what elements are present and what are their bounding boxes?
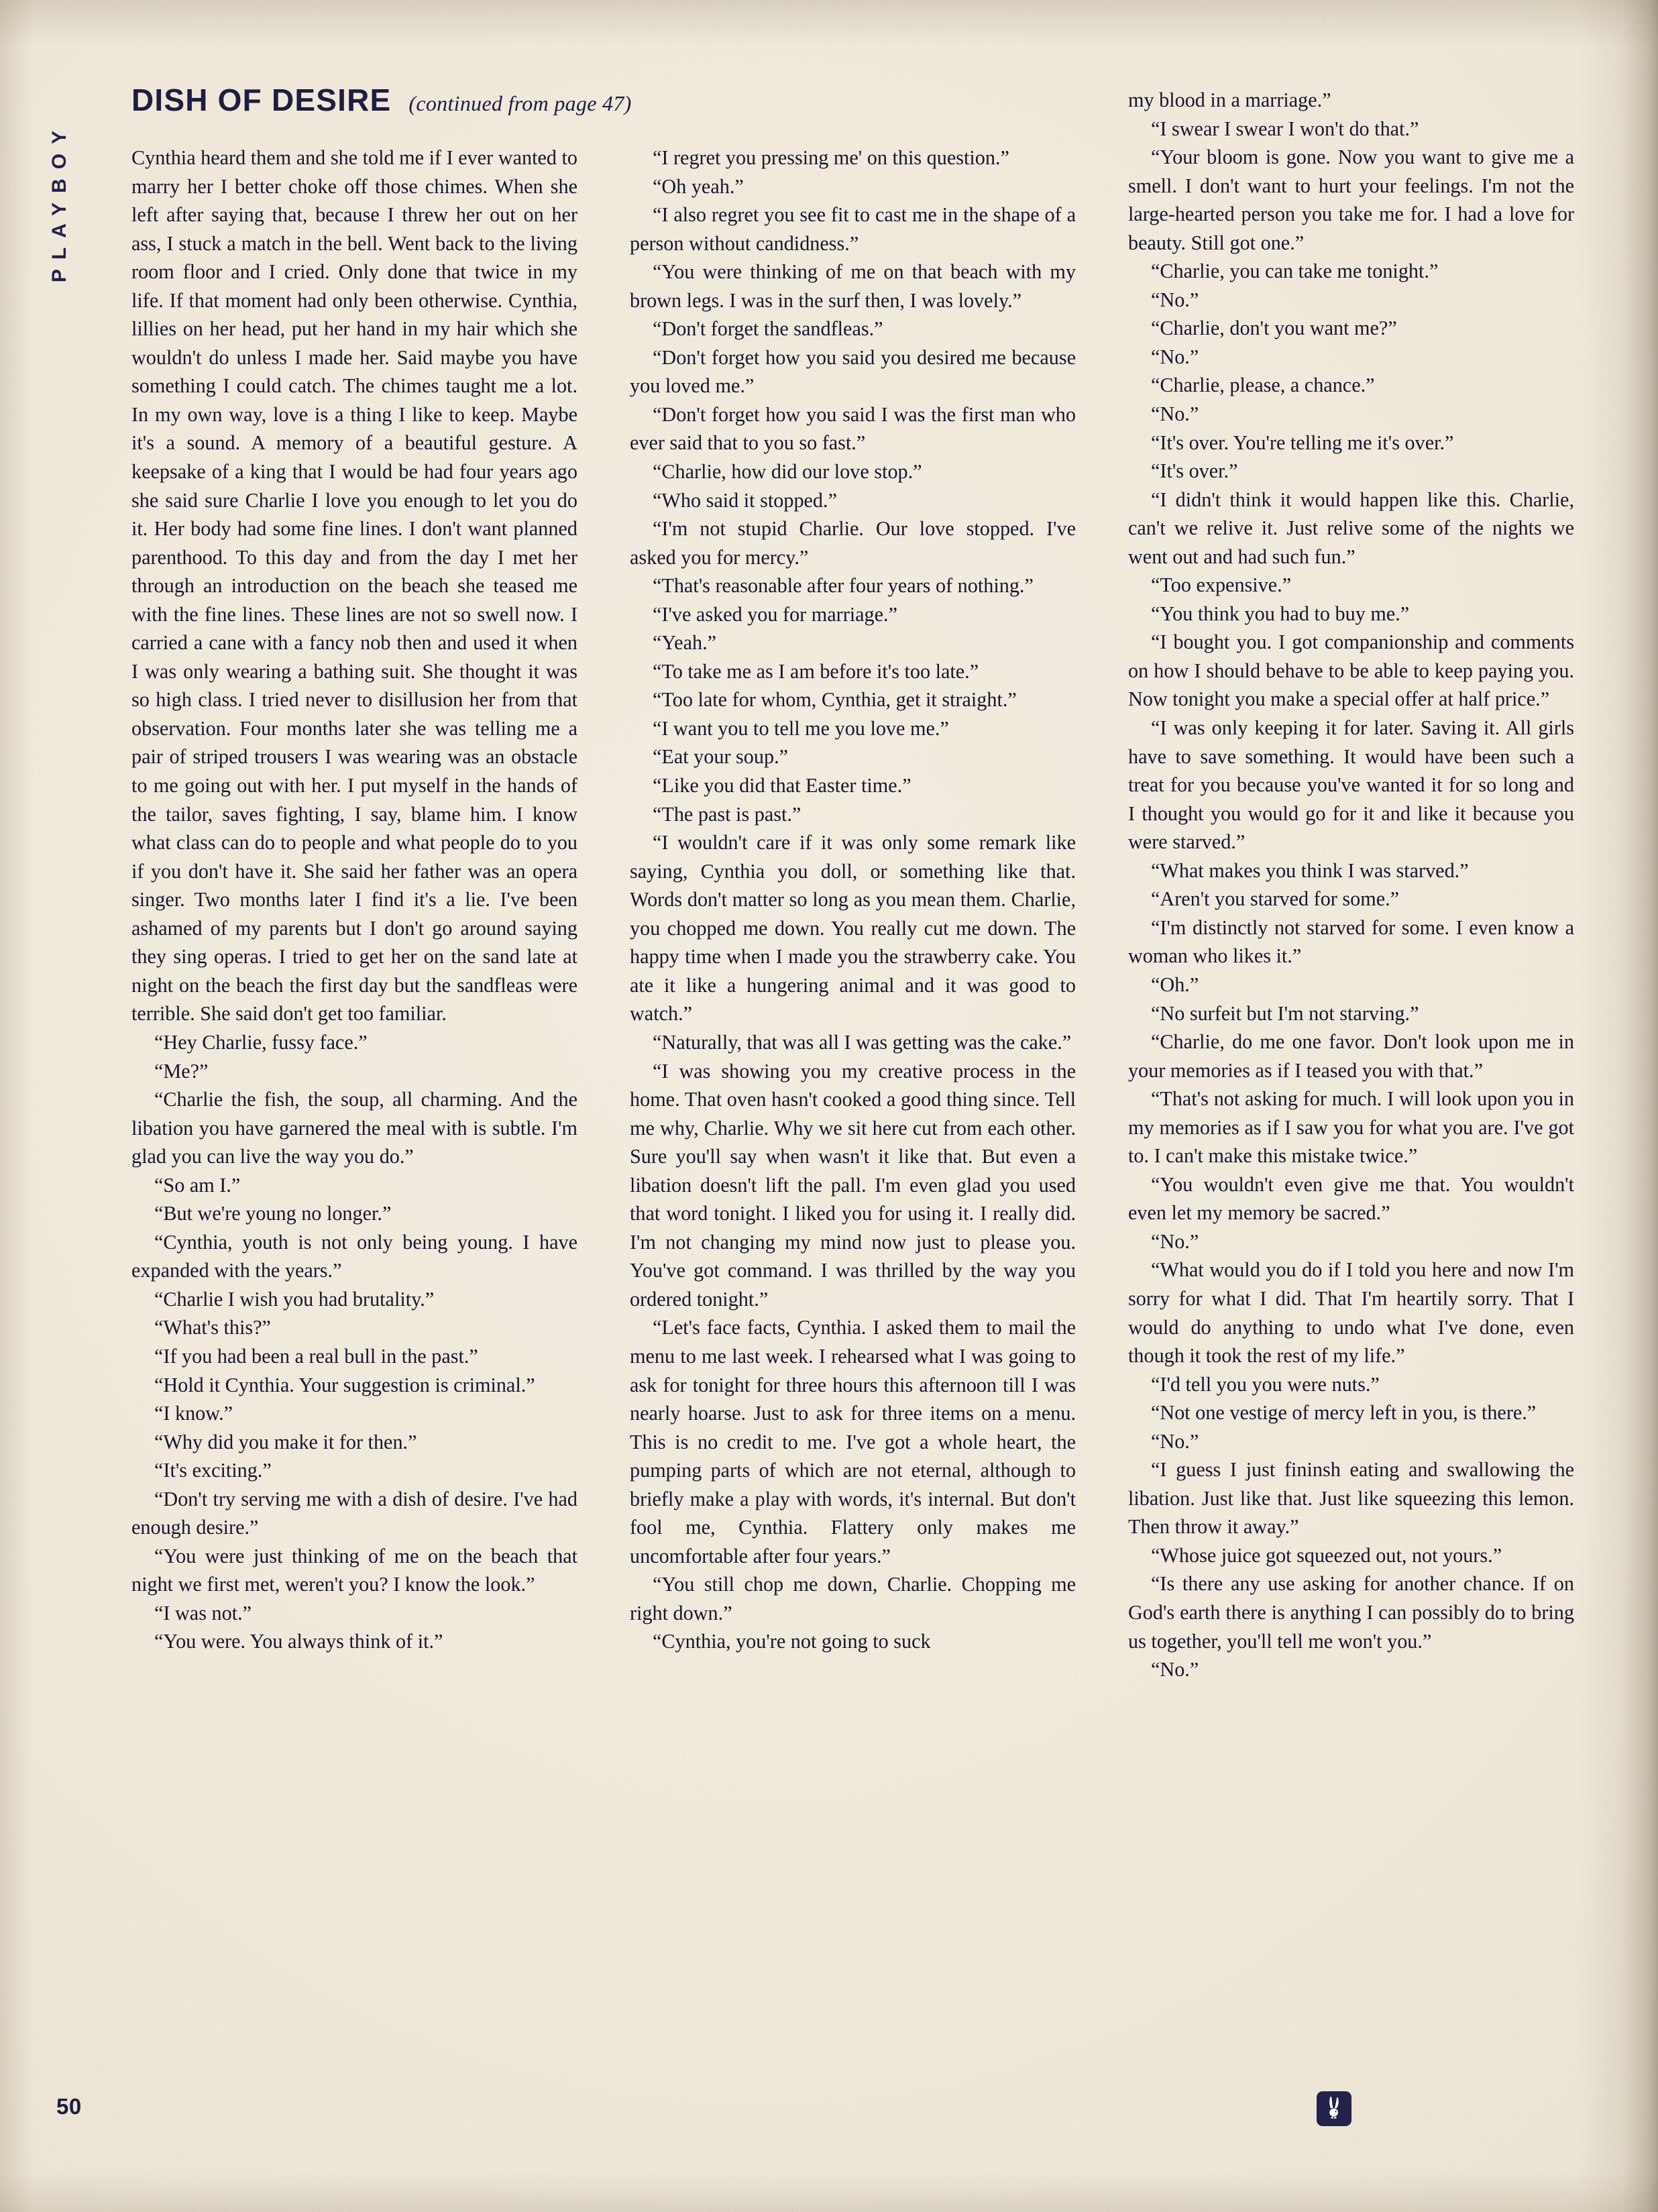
- paragraph: “You were just thinking of me on the beach that night we first met, weren't you? I know the look.”: [131, 1544, 577, 1596]
- paragraph: “Too late for whom, Cynthia, get it straight.”: [653, 688, 1017, 712]
- paragraph: “What's this?”: [154, 1316, 271, 1339]
- paragraph: “I guess I just fininsh eating and swallowing the libation. Just like that. Just like squeezing this lemon. Then throw it away.”: [1128, 1458, 1574, 1539]
- paragraph: “To take me as I am before it's too late.”: [653, 659, 979, 683]
- paragraph: “You were thinking of me on that beach with my brown legs. I was in the surf then, I was lovely.”: [630, 260, 1076, 312]
- paragraph: “Why did you make it for then.”: [154, 1430, 417, 1453]
- paragraph: “I swear I swear I won't do that.”: [1151, 117, 1419, 140]
- paragraph: “Naturally, that was all I was getting was the cake.”: [653, 1030, 1072, 1054]
- paragraph: “Don't try serving me with a dish of desire. I've had enough desire.”: [131, 1487, 577, 1539]
- paragraph: “Don't forget how you said I was the first man who ever said that to you so fast.”: [630, 402, 1076, 455]
- paragraph: “No.”: [1151, 345, 1199, 368]
- paragraph: “I didn't think it would happen like this. Charlie, can't we relive it. Just relive some of the nights we went out and had such fun.”: [1128, 488, 1574, 568]
- paragraph: “Is there any use asking for another chance. If on God's earth there is anything I can possibly do to bring us together, you'll tell me won't you.”: [1128, 1572, 1574, 1653]
- paragraph: “Charlie, please, a chance.”: [1151, 374, 1375, 397]
- paragraph: “You wouldn't even give me that. You wouldn't even let my memory be sacred.”: [1128, 1172, 1574, 1225]
- paragraph: “Oh.”: [1151, 973, 1199, 996]
- paragraph: “Your bloom is gone. Now you want to give me a smell. I don't want to hurt your feelings. I'm not the large-hearted person you take me for. I had a love for beauty. Still got one.”: [1128, 146, 1574, 254]
- paragraph: “I know.”: [154, 1402, 233, 1425]
- paragraph: “Yeah.”: [653, 631, 717, 655]
- paragraph: “I'd tell you you were nuts.”: [1151, 1372, 1380, 1396]
- paragraph: “Don't forget how you said you desired me because you loved me.”: [630, 345, 1076, 398]
- paragraph: “If you had been a real bull in the past.”: [154, 1344, 478, 1368]
- paragraph: “I've asked you for marriage.”: [653, 602, 897, 626]
- paragraph: “Aren't you starved for some.”: [1151, 887, 1400, 911]
- masthead-label: PLAYBOY: [48, 121, 71, 283]
- paragraph: “Charlie, you can take me tonight.”: [1151, 260, 1439, 283]
- paragraph: “No.”: [1151, 1658, 1199, 1681]
- paragraph: “Whose juice got squeezed out, not yours.”: [1151, 1543, 1502, 1567]
- scan-edge-shadow-bottom: [0, 2172, 1658, 2212]
- paragraph: “What makes you think I was starved.”: [1151, 859, 1469, 882]
- paragraph: “That's reasonable after four years of nothing.”: [653, 574, 1034, 598]
- paragraph: “I'm not stupid Charlie. Our love stopped. I've asked you for mercy.”: [630, 517, 1076, 569]
- paragraph: “Cynthia, you're not going to suck: [653, 1630, 931, 1653]
- paragraph: “You were. You always think of it.”: [154, 1630, 443, 1653]
- text-column-1: [131, 144, 577, 2156]
- paragraph: “I'm distinctly not starved for some. I even know a woman who likes it.”: [1128, 916, 1574, 968]
- paragraph: “Charlie, do me one favor. Don't look upon me in your memories as if I teased you with that.”: [1128, 1030, 1574, 1082]
- paragraph: “I regret you pressing me' on this question.”: [653, 146, 1009, 169]
- vertical-masthead: [42, 79, 78, 334]
- paragraph: “Charlie, how did our love stop.”: [653, 460, 922, 484]
- text-column-2: [630, 144, 1076, 2156]
- paragraph: “Charlie I wish you had brutality.”: [154, 1287, 435, 1311]
- paragraph: “Like you did that Easter time.”: [653, 774, 911, 797]
- playboy-rabbit-head-icon: [1317, 2091, 1351, 2126]
- paragraph: “I bought you. I got companionship and comments on how I should behave to be able to keep paying you. Now tonight you make a special offer at half price.”: [1128, 630, 1574, 711]
- text-column-3: [1128, 86, 1574, 2156]
- paragraph: “Not one vestige of mercy left in you, is there.”: [1151, 1401, 1537, 1425]
- paragraph: “It's exciting.”: [154, 1459, 272, 1482]
- paragraph: “Too expensive.”: [1151, 573, 1292, 597]
- page-title: DISH OF DESIRE: [131, 82, 392, 117]
- paragraph: “I was showing you my creative process in the home. That oven hasn't cooked a good thing since. Tell me why, Charlie. Why we sit here cut from each other. Sure you'll say when wasn't it like that. But even a libation doesn't lift the pall. I'm even glad you used that word tonight. I liked you for using it. I really did. I'm not changing my mind now just to please you. You've got command. I was thrilled by the way you ordered tonight.”: [630, 1059, 1076, 1311]
- paragraph: “The past is past.”: [653, 802, 802, 826]
- page-number: 50: [56, 2094, 82, 2119]
- paragraph: “What would you do if I told you here and now I'm sorry for what I did. That I'm heartily sorry. That I would do anything to undo what I've done, even though it took the rest of my life.”: [1128, 1258, 1574, 1368]
- paragraph: “It's over. You're telling me it's over.”: [1151, 431, 1454, 454]
- paragraph: “You still chop me down, Charlie. Chopping me right down.”: [630, 1573, 1076, 1624]
- scan-gutter-shadow: [1578, 0, 1658, 2212]
- paragraph: “No.”: [1151, 1429, 1199, 1453]
- paragraph: “Me?”: [154, 1059, 209, 1083]
- paragraph: “Hold it Cynthia. Your suggestion is criminal.”: [154, 1373, 535, 1396]
- paragraph: “So am I.”: [154, 1173, 241, 1197]
- paragraph: “Don't forget the sandfleas.”: [653, 317, 883, 341]
- paragraph: “Let's face facts, Cynthia. I asked them to mail the menu to me last week. I rehearsed what I was going to ask for tonight for three hours this afternoon till I was nearly hoarse. Just to ask for three items on a menu. This is no credit to me. I've got a whole heart, the pumping parts of which are not eternal, although to briefly make a play with words, it's internal. But don't fool me, Cynthia. Flattery only makes me uncomfortable after four years.”: [630, 1316, 1076, 1567]
- scan-edge-shadow-top: [0, 0, 1658, 47]
- paragraph: Cynthia heard them and she told me if I ever wanted to marry her I better choke off those chimes. When she left after saying that, because I threw her out on her ass, I stuck a match in the bell. Went back to the living room floor and I cried. Only done that twice in my life. If that moment had only been otherwise. Cynthia, lillies on her head, put her hand in my hair which she wouldn't do unless I made her. Said maybe you have something I could catch. The chimes taught me a lot. In my own way, love is a thing I like to keep. Maybe it's a sound. A memory of a beautiful gesture. A keepsake of a king that I would be had four years ago she said sure Charlie I love you enough to let you do it. Her body had some fine lines. I don't want planned parenthood. To this day and from the day I met her through an introduction on the beach she teased me with the fine lines. These lines are not so swell now. I carried a cane with a fancy nob then and used it when I was only wearing a bathing suit. She thought it was so high class. I tried never to disillusion her from that observation. Four months later she was telling me a pair of striped trousers I was wearing was an obstacle to me going out with her. I put myself in the hands of the tailor, saves fighting, I say, blame him. I know what class can do to people and what people do to you if you don't have it. She said her father was an opera singer. Two months later I find it's a lie. I've been ashamed of my parents but I don't go around saying they sing operas. I tried to get her on the sand late at night on the beach the first day but the sandfleas were terrible. She said don't get too familiar.: [131, 146, 577, 1026]
- paragraph: “It's over.”: [1151, 459, 1238, 483]
- paragraph: “No.”: [1151, 288, 1199, 311]
- paragraph: “Charlie, don't you want me?”: [1151, 317, 1397, 340]
- paragraph: “But we're young no longer.”: [154, 1202, 392, 1225]
- paragraph: “I was only keeping it for later. Saving it. All girls have to save something. It would have been such a treat for you because you've wanted it for so long and I thought you would go for it and like it because you were starved.”: [1128, 716, 1574, 854]
- paragraph: “I want you to tell me you love me.”: [653, 716, 949, 740]
- paragraph: “Hey Charlie, fussy face.”: [154, 1030, 368, 1054]
- paragraph: my blood in a marriage.”: [1128, 89, 1331, 111]
- paragraph: “Cynthia, youth is not only being young. I have expanded with the years.”: [131, 1230, 577, 1282]
- paragraph: “I wouldn't care if it was only some remark like saying, Cynthia you doll, or something like that. Words don't matter so long as you mean them. Charlie, you chopped me down. You really cut me down. The happy time when I made you the strawberry cake. You ate it like a hungering animal and it was good to watch.”: [630, 831, 1076, 1026]
- paragraph: “Charlie the fish, the soup, all charming. And the libation you have garnered the meal with is subtle. I'm glad you can live the way you do.”: [131, 1088, 577, 1168]
- paragraph: “Who said it stopped.”: [653, 488, 837, 512]
- paragraph: “No.”: [1151, 402, 1199, 426]
- scan-edge-shadow-left: [0, 0, 34, 2212]
- paragraph: “I was not.”: [154, 1601, 252, 1624]
- paragraph: “Eat your soup.”: [653, 745, 789, 769]
- paragraph: “You think you had to buy me.”: [1151, 602, 1410, 625]
- paragraph: “No.”: [1151, 1229, 1199, 1253]
- paragraph: “That's not asking for much. I will look upon you in my memories as if I saw you for what you are. I've got to. I can't make this mistake twice.”: [1128, 1087, 1574, 1168]
- paragraph: “No surfeit but I'm not starving.”: [1151, 1001, 1419, 1025]
- paragraph: “I also regret you see fit to cast me in the shape of a person without candidness.”: [630, 203, 1076, 255]
- continued-from-note: (continued from page 47): [408, 91, 632, 115]
- article-header: [131, 82, 632, 118]
- paragraph: “Oh yeah.”: [653, 174, 744, 198]
